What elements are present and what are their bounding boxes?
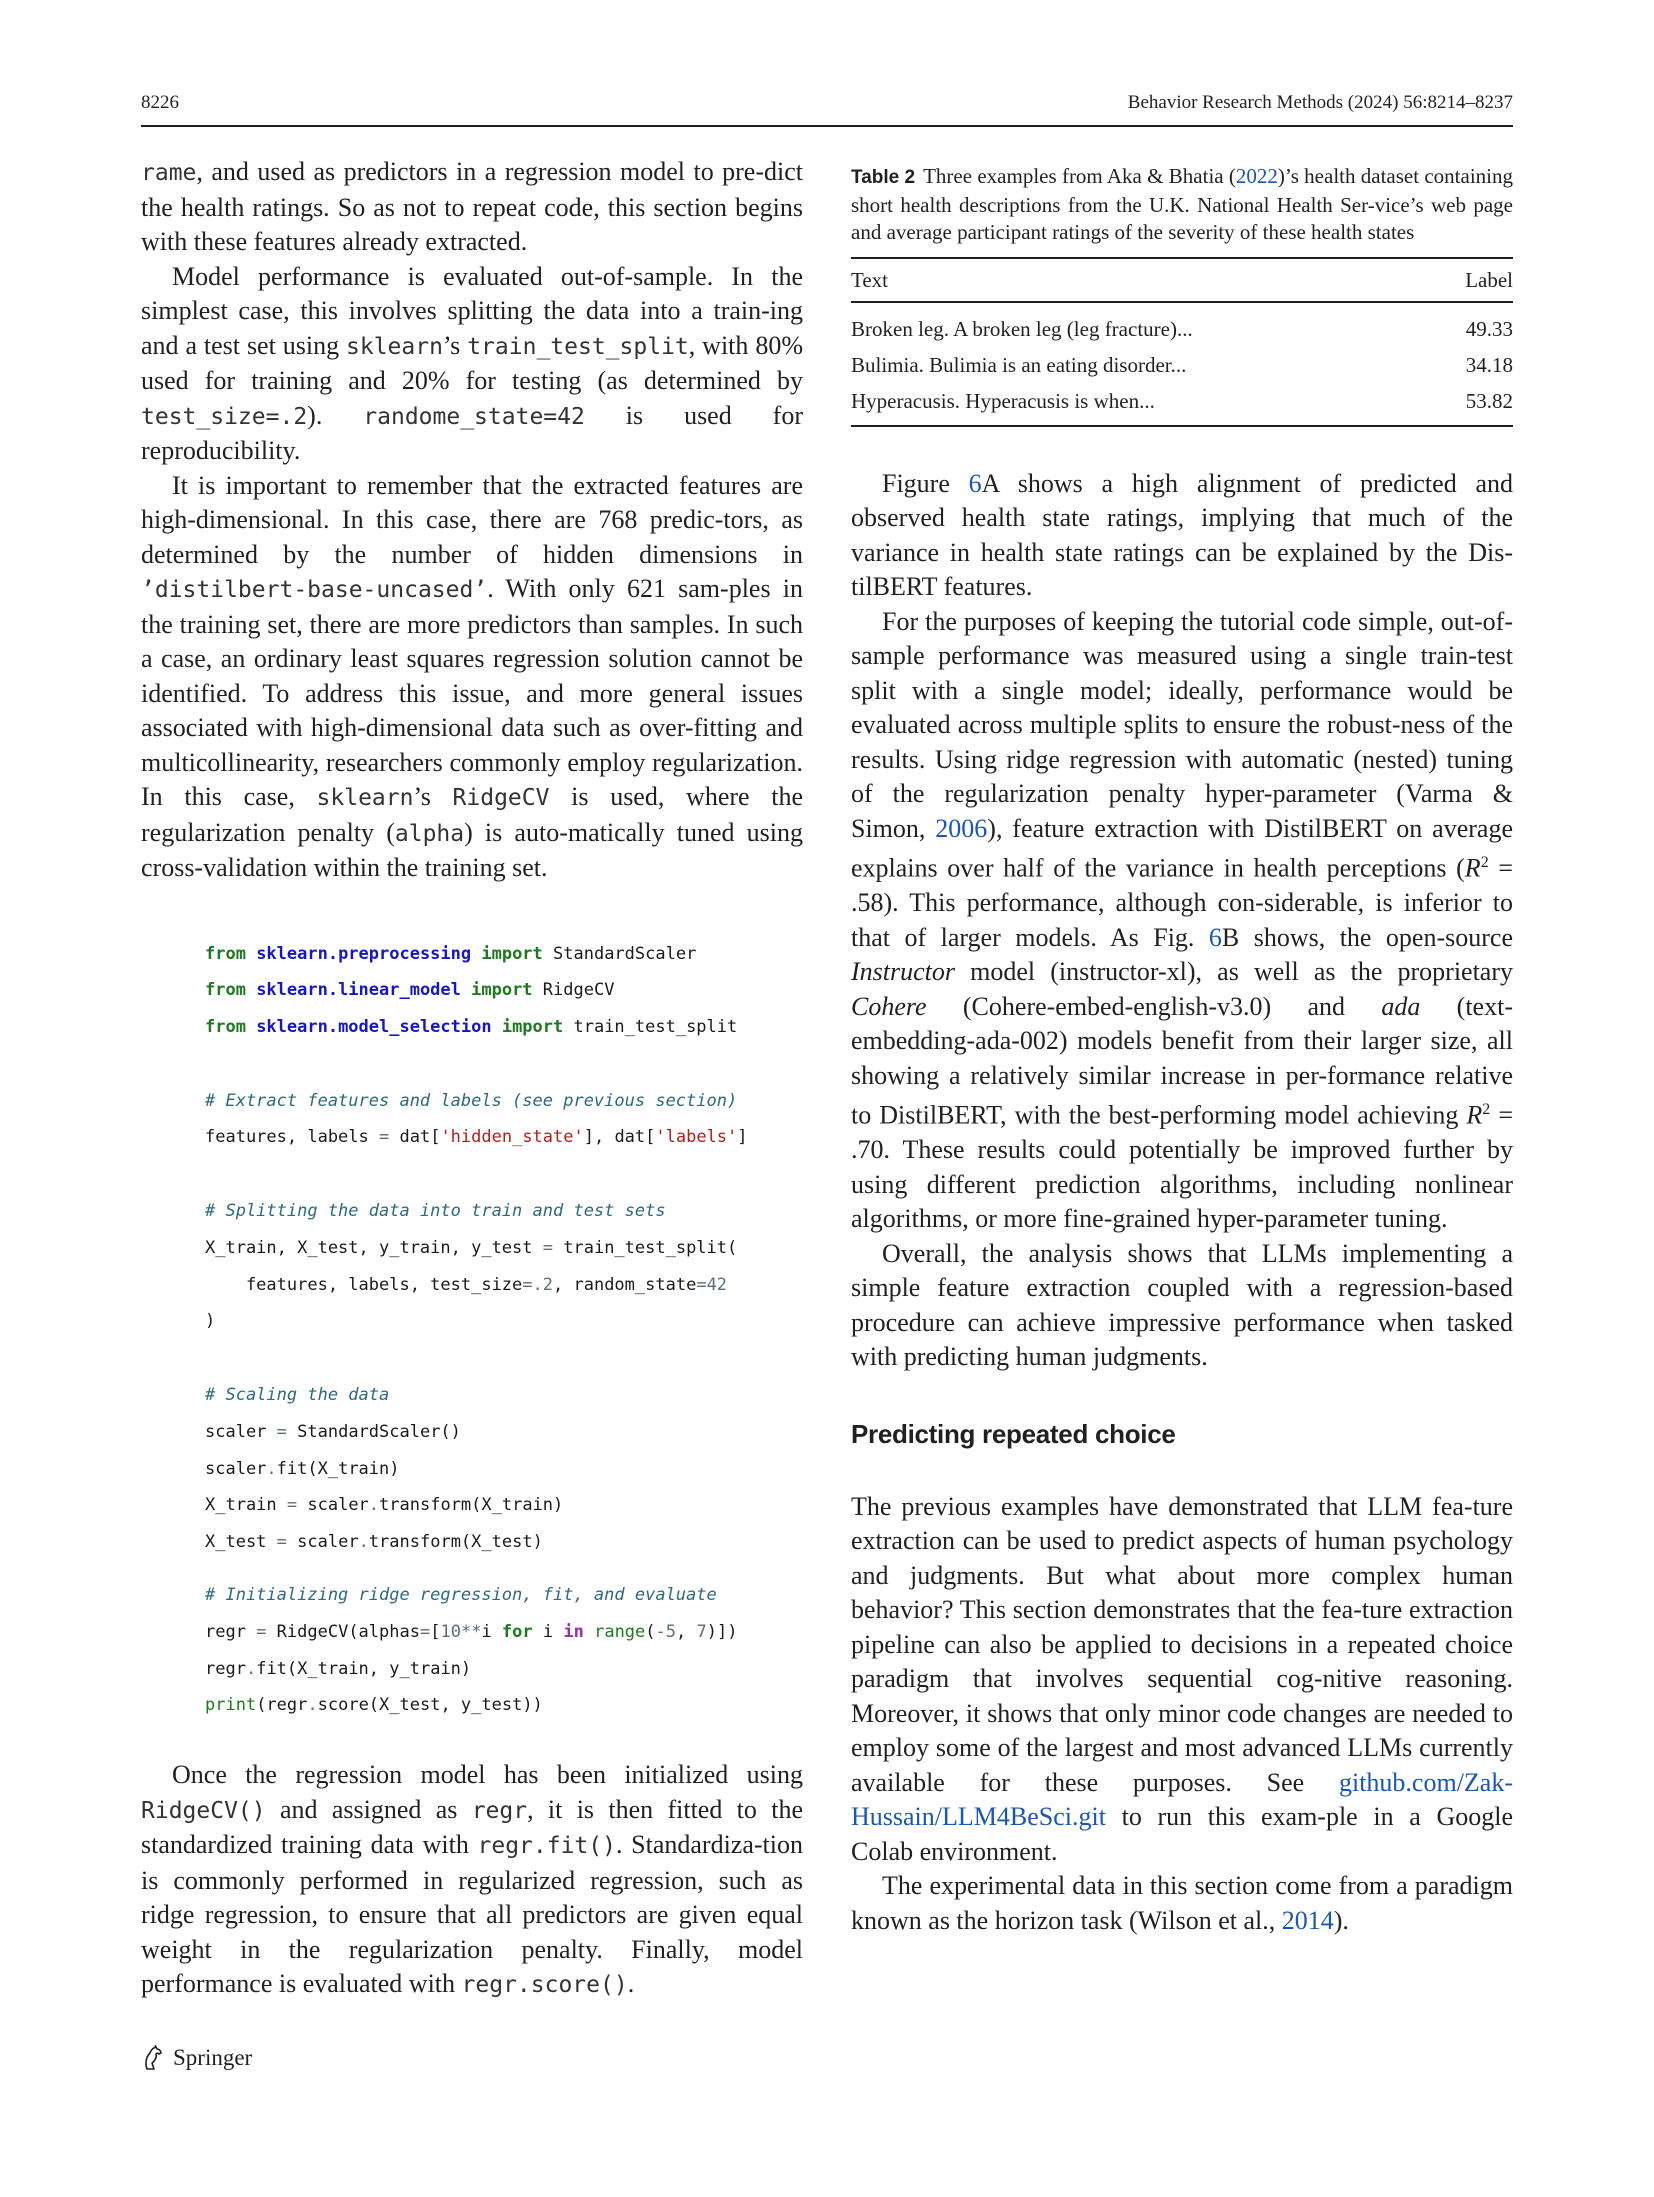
inline-code: test_size=.2 [141,403,308,430]
code-token: )]) [706,1621,738,1642]
right-paragraph-3 [851,1237,1513,1375]
code-line [205,1193,803,1230]
inline-code: randome_state=42 [363,403,585,430]
left-column [141,155,803,2003]
text-run: B shows, the open-source [1221,922,1513,952]
left-paragraph-4 [141,1758,803,2003]
code-token: # Scaling the data [205,1385,390,1406]
code-token: sklearn.preprocessing [256,943,472,964]
right-paragraph-1 [851,467,1513,605]
text-run: . With only 621 sam-ples in the training set, there are more predictors than samples. In such a case, an ordinary least squares regression solution cannot be identified. To address this issue, and more general issues associated with high-dimensional data such as over-fitting and multicollinearity, researchers commonly employ regularization. In this case, [141,574,803,811]
text-run: , and used as predictors in a regression model to pre-dict the health ratings. So as not to repeat code, this section begins with these features already extracted. [141,157,803,256]
citation-link[interactable]: github.com/Zak-Hussain/LLM4BeSci.git [851,1767,1513,1832]
code-line [205,1267,803,1304]
code-token: from [205,980,257,1001]
code-token: 'labels' [655,1127,738,1148]
code-token: i [532,1621,564,1642]
code-token: from [205,943,257,964]
code-token: [ [430,1621,441,1642]
table-row [851,347,1513,383]
code-blank-line [205,1046,803,1083]
table-caption-text [851,164,1513,244]
code-line [205,1524,803,1561]
code-token: i [481,1621,502,1642]
code-token: (regr [256,1695,308,1716]
inline-code: alpha [394,820,465,847]
code-line [205,1651,803,1688]
code-token: , random_state [553,1274,697,1295]
superscript: 2 [1480,854,1489,871]
left-paragraph-2 [141,260,803,469]
text-run: The previous examples have demonstrated that LLM fea-ture extraction can be used to predict aspects of human psychology and judgments. But what about more complex human behavior? This section demonstrates that the fea-ture extraction pipeline can also be applied to decisions in a repeated choice paradigm that involves sequential cog-nitive reasoning. Moreover, it shows that only minor code changes are needed to employ some of the largest and most advanced LLMs currently available for these purposes. See [851,1491,1513,1797]
code-line [205,1487,803,1524]
code-token: X_train [205,1495,287,1516]
text-run: A shows a high alignment of predicted and observed health state ratings, implying that much of the variance in health state ratings can be explained by the Dis-tilBERT features. [851,468,1513,601]
code-token: = [696,1274,707,1295]
text-run: = .58). This performance, although con-siderable, is inferior to that of larger models. As Fig. [851,853,1513,952]
text-run: It is important to remember that the extracted features are high-dimensional. In this case, there are 768 predic-tors, as determined by the number of hidden dimensions in [141,470,803,569]
code-token: dat[ [389,1127,441,1148]
code-token: = [276,1532,287,1553]
code-token: scaler [205,1421,277,1442]
code-token: import [471,943,543,964]
code-blank-line [205,1561,803,1577]
code-token: regr [205,1658,246,1679]
text-run: , with 80% used for training and 20% for testing (as determined by [141,330,803,395]
code-blank-line [205,1340,803,1377]
text-run: , it is then fitted to the standardized training data with [141,1794,803,1860]
code-token: ( [645,1621,656,1642]
code-token: import [460,980,533,1001]
code-token: score(X_test, y_test)) [317,1695,543,1716]
code-token: . [245,1658,257,1679]
section-heading: Predicting repeated choice [851,1418,1176,1449]
text-run: model (instructor-xl), as well as the proprietary [955,957,1513,987]
left-paragraph-1 [141,155,803,260]
code-token: . [368,1495,380,1516]
text-run: ’s [413,782,453,811]
table-cell-text: Bulimia. Bulimia is an eating disorder... [851,352,1187,377]
italic-text: ada [1381,991,1421,1021]
table-caption [851,163,1513,247]
citation-link[interactable]: 2006 [935,813,988,843]
code-line [205,936,803,973]
inline-code: RidgeCV [452,785,550,811]
code-token: transform(X_train) [379,1495,564,1516]
table-header-row [851,259,1513,301]
page-header [141,92,1513,122]
text-run: and assigned as [265,1794,472,1824]
left-paragraph-3 [141,469,803,886]
italic-text: R [1466,1100,1483,1130]
code-token: 5 [665,1621,677,1642]
table-row [851,311,1513,347]
code-token: for [501,1621,533,1642]
code-token: 7 [696,1621,707,1642]
text-run: ). [1333,1905,1349,1935]
code-blank-line [205,1156,803,1193]
code-token: regr [205,1621,257,1642]
table-row [851,383,1513,419]
code-token: . [358,1532,369,1553]
table-header-label: Label [1465,267,1513,292]
right-paragraph-5 [851,1869,1513,1938]
text-run: The experimental data in this section come from a paradigm known as the horizon task (Wilson et al., [851,1871,1513,1935]
code-token: ], dat[ [583,1127,656,1148]
code-token: # Initializing ridge regression, fit, and evaluate [205,1585,717,1606]
text-run: = .70. These results could potentially be improved further by using different prediction algorithms, including nonlinear algorithms, or more fine-grained hyper-parameter tuning. [851,1100,1513,1234]
code-line [205,1009,803,1046]
text-run: ) is auto-matically tuned using cross-validation within the training set. [141,817,804,882]
code-token: 'hidden_state' [440,1127,584,1148]
code-token: .2 [532,1274,554,1295]
code-token: range [594,1621,646,1642]
code-token: RidgeCV(alphas [266,1621,420,1642]
table-header-text: Text [851,267,889,292]
code-line [205,1414,803,1451]
inline-code: sklearn [316,785,414,811]
code-token: = [276,1421,287,1442]
code-token: = [256,1621,267,1642]
text-run: Figure [882,468,969,498]
text-run: Three examples from Aka & Bhatia ( [923,164,1236,188]
italic-text: Instructor [851,957,955,987]
table-cell-text: Hyperacusis. Hyperacusis is when... [851,388,1155,413]
table-cell-label: 34.18 [1465,352,1513,377]
journal-citation: Behavior Research Methods (2024) 56:8214–8237 [1127,92,1513,113]
code-line [205,1614,803,1651]
inline-code: ’distilbert-base-uncased’ [141,577,488,603]
right-column [851,155,1513,1938]
code-token: fit(X_train) [276,1458,400,1479]
code-token [584,1622,594,1642]
code-token: ) [205,1311,216,1332]
code-token: # Splitting the data into train and test sets [205,1201,666,1222]
code-line [205,1377,803,1414]
code-listing [205,936,803,1725]
citation-link[interactable]: 6 [1208,922,1222,952]
code-token: scaler [297,1495,369,1516]
code-line [205,972,803,1009]
code-token: RidgeCV [532,980,615,1001]
italic-text: Cohere [851,991,927,1021]
code-line [205,1119,803,1156]
code-token: sklearn.linear_model [256,980,461,1001]
inline-code: regr [471,1797,528,1824]
code-token: features, labels [205,1127,379,1148]
text-run: . [627,1969,635,1999]
code-token: print [205,1695,257,1716]
code-line [205,1687,803,1724]
page-number: 8226 [141,92,179,113]
code-token: X_test [205,1532,277,1553]
italic-text: R [1464,853,1481,883]
springer-horse-icon [141,2045,165,2071]
code-line [205,1303,803,1340]
text-run: Overall, the analysis shows that LLMs implementing a simple feature extraction coupled with a regression-based procedure can achieve impressive performance when tasked with predicting human judgments. [851,1238,1513,1372]
citation-link[interactable]: 2014 [1281,1905,1334,1935]
code-token: transform(X_test) [368,1532,543,1553]
table-cell-label: 53.82 [1465,388,1513,413]
code-token: = [379,1127,390,1148]
text-run: Model performance is evaluated out-of-sample. In the simplest case, this involves splitting the data into a train-ing and a test set using [141,261,803,360]
code-token: from [205,1017,257,1038]
text-run: Once the regression model has been initialized using [172,1760,803,1790]
table-cell-text: Broken leg. A broken leg (leg fracture)... [851,316,1193,341]
code-token: = [419,1621,431,1642]
code-token: X_train, X_test, y_train, y_test [205,1237,543,1258]
code-token: StandardScaler [542,943,697,964]
table-body [851,303,1513,425]
code-token: 10 [440,1621,461,1642]
code-line [205,1083,803,1120]
text-run: (Cohere-embed-english-v3.0) and [926,991,1382,1021]
text-run: ’s [442,330,468,360]
code-line [205,1577,803,1614]
code-token: ** [460,1621,482,1642]
citation-link[interactable]: 6 [968,468,982,498]
code-token: - [655,1621,666,1642]
code-token: train_test_split( [553,1237,738,1258]
code-token: = [522,1274,533,1295]
code-token: in [563,1621,584,1642]
text-run: . Standardiza-tion is commonly performed in regularized regression, such as ridge regression, to ensure that all predictors are given equal weight in the regularization penalty. Finally, model performance is evaluated with [141,1830,803,1999]
code-token: = [286,1495,298,1516]
right-paragraph-4 [851,1490,1513,1870]
inline-code: regr.score() [461,1972,628,1999]
code-token: = [542,1237,554,1258]
code-line [205,1230,803,1267]
table-grid [851,257,1513,427]
text-run: ), feature extraction with DistilBERT on average explains over half of the variance in health perceptions ( [851,813,1513,883]
code-line [205,1451,803,1488]
code-token: fit(X_train, y_train) [256,1658,472,1679]
page-footer [141,2045,252,2071]
text-run: (text-embedding-ada-002) models benefit from their larger size, all showing a relatively similar increase in per-formance relative to DistilBERT, with the best-performing model achieving [851,991,1513,1130]
code-token: ] [737,1127,748,1148]
inline-code: RidgeCV() [141,1797,266,1824]
text-run: )’s health dataset containing short health descriptions from the U.K. National Health Ser-vice’s web page and average participant ratings of the severity of these health states [851,164,1514,244]
citation-link[interactable]: 2022 [1235,164,1278,188]
code-token: # Extract features and labels (see previous section) [205,1090,738,1111]
publisher-name: Springer [173,2045,253,2070]
inline-code: rame [141,160,197,186]
inline-code: sklearn [346,333,443,360]
code-token: scaler [286,1532,359,1553]
right-paragraph-2 [851,605,1513,1237]
superscript: 2 [1482,1101,1491,1119]
text-run: to run this exam-ple in a Google Colab environment. [851,1802,1513,1866]
table-cell-label: 49.33 [1465,316,1513,341]
table-label: Table 2 [851,167,916,188]
text-run: ). [307,400,364,430]
code-token: 42 [706,1274,728,1295]
code-token: train_test_split [563,1017,738,1038]
code-token: . [266,1458,277,1479]
header-rule [141,125,1513,127]
code-token: . [307,1695,318,1716]
code-token: , [676,1621,697,1642]
inline-code: regr.fit() [477,1833,616,1860]
table-2 [851,163,1513,427]
code-token: StandardScaler() [286,1421,461,1442]
code-token: features, labels, test_size [205,1274,523,1295]
text-run: For the purposes of keeping the tutorial code simple, out-of-sample performance was measured using a single train-test split with a single model; ideally, performance would be evaluated across multiple splits to ensure the robust-ness of the results. Using ridge regression with automatic (nested) tuning of the regularization penalty hyper-parameter (Varma & Simon, [851,606,1513,843]
code-token: scaler [205,1458,267,1479]
text-run: is used, where the regularization penalty ( [141,782,804,847]
text-run: is used for reproducibility. [141,400,803,465]
inline-code: train_test_split [467,333,689,360]
code-token: sklearn.model_selection [256,1017,492,1038]
code-token: import [491,1017,564,1038]
